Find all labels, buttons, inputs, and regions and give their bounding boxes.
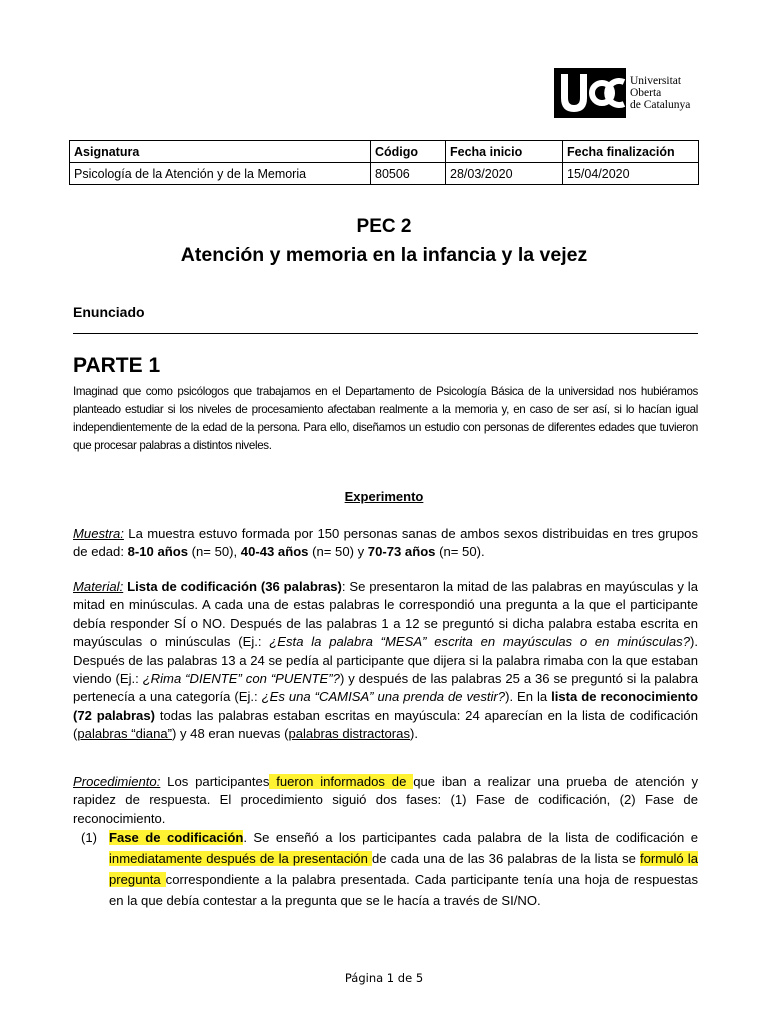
material-text-3: ) y después de las palabras 25 a 36 se preguntó si la palabra pertenecía a una categoría (Ej.: [73, 671, 698, 705]
fase-text-3: correspondiente a la palabra presentada. Cada participante tenía una hoja de respuestas en la que debía contestar a la pregunta que se le hacía a través de SI/NO. [109, 872, 698, 908]
fase-highlight-1: inmediatamente después de la presentación [109, 851, 372, 866]
cell-fecha-inicio: 28/03/2020 [446, 163, 563, 185]
uoc-logo-mark [554, 68, 626, 118]
fase-text-1: . Se enseñó a los participantes cada palabra de la lista de codificación e [243, 830, 699, 845]
procedimiento-label: Procedimiento: [73, 774, 161, 789]
muestra-group-3: 70-73 años [367, 544, 436, 560]
material-palabras-diana: palabras “diana” [77, 726, 172, 742]
material-text-5: todas las palabras estaban escritas en mayúscula: 24 aparecían en la lista de codificación ( [73, 707, 698, 742]
header-asignatura: Asignatura [70, 141, 371, 163]
header-codigo: Código [371, 141, 446, 163]
material-example-3: ¿Es una “CAMISA” una prenda de vestir? [261, 689, 506, 705]
part-heading: PARTE 1 [73, 354, 161, 377]
page-number-footer: Página 1 de 5 [344, 971, 424, 985]
cell-codigo: 80506 [371, 163, 446, 185]
material-palabras-distractoras: palabras distractoras [288, 726, 410, 742]
document-title-pec: PEC 2 [356, 216, 412, 237]
table-header-row [70, 141, 699, 163]
fase-codificacion-item [81, 827, 699, 911]
muestra-text-2: (n= 50), [188, 544, 241, 560]
material-example-2: ¿Rima “DIENTE” con “PUENTE”? [142, 671, 340, 687]
muestra-text-4: (n= 50). [435, 544, 485, 560]
fase-highlight-2: formuló la pregunta [109, 851, 698, 887]
procedimiento-highlight: fueron informados de [269, 774, 414, 789]
header-fecha-inicio: Fecha inicio [446, 141, 563, 163]
course-info-table [69, 140, 699, 185]
section-label-enunciado: Enunciado [73, 304, 145, 320]
document-title-subject: Atención y memoria en la infancia y la vejez [180, 244, 588, 266]
uoc-logo [554, 68, 699, 118]
material-label: Material: [73, 579, 124, 594]
material-paragraph [73, 578, 698, 744]
muestra-group-1: 8-10 años [127, 544, 189, 560]
muestra-paragraph [73, 525, 698, 562]
experiment-heading: Experimento [344, 489, 424, 504]
fase-codificacion-title: Fase de codificación [109, 830, 244, 845]
procedimiento-paragraph [73, 773, 698, 828]
intro-paragraph: Imaginad que como psicólogos que trabajamos en el Departamento de Psicología Básica de la universidad nos hubiéramos planteado estudiar si los niveles de procesamiento afectaban realmente a la memoria y, en caso de ser así, si lo hacían igual independientemente de la edad de la persona. Para ello, diseñamos un estudio con personas de diferentes edades que tuvieron que procesar palabras a distintos niveles. [73, 385, 698, 452]
cell-asignatura: Psicología de la Atención y de la Memoria [70, 163, 371, 185]
material-text-1: : Se presentaron la mitad de las palabras en mayúsculas y la mitad en minúsculas. A cada una de estas palabras le correspondió una pregunta a la que el participante debía responder SÍ o NO. Después de las palabras 1 a 12 se preguntó si dicha palabra estaba escrita en mayúsculas o minúsculas (Ej.: [73, 579, 698, 650]
muestra-group-2: 40-43 años [240, 544, 309, 560]
material-text-7: ). [410, 726, 418, 742]
material-text-6: ) y 48 eran nuevas ( [172, 726, 289, 742]
material-text-2: ). Después de las palabras 13 a 24 se pedía al participante que dijera si la palabra rimaba con la que estaban viendo (Ej.: [73, 634, 698, 687]
list-number: (1) [81, 830, 98, 845]
muestra-text-1: La muestra estuvo formada por 150 personas sanas de ambos sexos distribuidas en tres grupos de edad: [73, 526, 698, 560]
logo-line-1: Universitat [630, 75, 682, 87]
procedimiento-text-2: que iban a realizar una prueba de atención y rapidez de respuesta. El procedimiento siguió dos fases: (1) Fase de codificación, (2) Fase de reconocimiento. [73, 774, 698, 826]
cell-fecha-finalizacion: 15/04/2020 [563, 163, 699, 185]
fase-text-2: de cada una de las 36 palabras de la lista se [371, 851, 641, 866]
procedimiento-text-1: Los participantes [160, 774, 270, 789]
logo-line-2: Oberta [630, 87, 662, 99]
muestra-label: Muestra: [73, 526, 124, 541]
material-list-codificacion: Lista de codificación (36 palabras) [127, 579, 342, 594]
logo-line-3: de Catalunya [630, 99, 691, 111]
uoc-logo-text [630, 75, 690, 111]
material-list-reconocimiento: lista de reconocimiento (72 palabras) [73, 689, 698, 723]
table-row [70, 163, 699, 185]
material-text-4: ). En la [505, 689, 552, 705]
header-fecha-finalizacion: Fecha finalización [563, 141, 699, 163]
horizontal-divider [73, 333, 698, 334]
muestra-text-3: (n= 50) y [308, 544, 368, 560]
material-example-1: ¿Esta la palabra “MESA” escrita en mayúsculas o en minúsculas? [269, 634, 690, 650]
